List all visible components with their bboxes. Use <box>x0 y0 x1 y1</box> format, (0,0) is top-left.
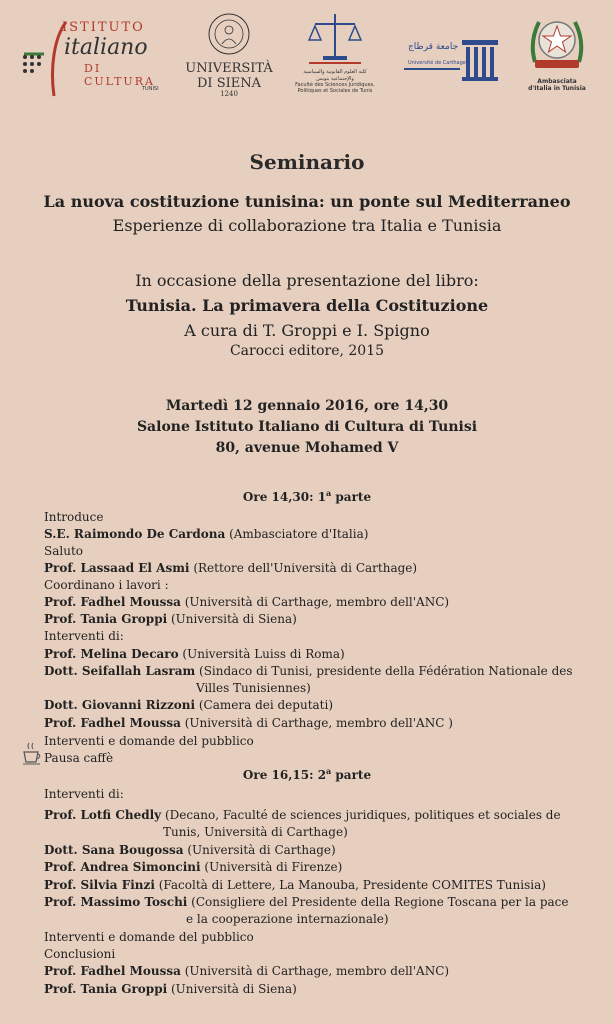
speaker-line: Prof. Fadhel Moussa (Università di Carthage, membro dell'ANC) <box>44 595 450 609</box>
speaker-line: Prof. Melina Decaro (Università Luiss di Roma) <box>44 647 345 661</box>
ambasciata-italia-logo <box>514 12 600 108</box>
carthage-underline <box>404 68 460 70</box>
book-publisher: Carocci editore, 2015 <box>229 343 385 359</box>
speaker-line: S.E. Raimondo De Cardona (Ambasciatore d'Italia) <box>44 527 369 541</box>
label-domande: Interventi e domande del pubblico <box>44 930 254 944</box>
label-introduce: Introduce <box>44 510 104 524</box>
label-coordinano: Coordinano i lavori : <box>44 578 169 592</box>
label-interventi: Interventi di: <box>44 629 124 643</box>
siena-name2: DI SIENA <box>197 76 261 91</box>
seminar-subtitle: Esperienze di collaborazione tra Italia e Tunisia <box>112 216 502 235</box>
italian-emblem-icon <box>527 12 587 74</box>
seminario-heading: Seminario <box>249 150 365 174</box>
speaker-line: Prof. Lotfi Chedly (Decano, Faculté de sciences juridiques, politiques et sociales de <box>44 808 561 822</box>
istituto-italiano-cultura-logo <box>14 18 164 98</box>
label-domande: Interventi e domande del pubblico <box>44 734 254 748</box>
part1-heading: Ore 14,30: 1$^a$ parte <box>242 488 372 504</box>
event-venue: Salone Istituto Italiano di Cultura di Tunisi <box>136 419 478 435</box>
iic-dots-icon <box>22 54 44 74</box>
seminar-title: La nuova costituzione tunisina: un ponte sul Mediterraneo <box>43 192 571 211</box>
carthage-arabic: جامعة قرطاج <box>408 42 459 52</box>
speaker-line: Prof. Andrea Simoncini (Università di Firenze) <box>44 860 343 874</box>
faculte-sciences-juridiques-logo <box>285 12 385 107</box>
fsj-arabic1: كلية العلوم القانونية والسياسية <box>303 69 367 75</box>
fsj-arabic2: والإجتماعية بتونس <box>316 76 354 82</box>
label-interventi: Interventi di: <box>44 787 124 801</box>
siena-seal-icon <box>207 12 251 56</box>
speaker-role-continued: Villes Tunisiennes) <box>196 681 311 695</box>
book-editors: A cura di T. Groppi e I. Spigno <box>184 321 430 340</box>
book-title: Tunisia. La primavera della Costituzione <box>125 296 489 315</box>
iic-line4: TUNISI <box>142 86 159 92</box>
speaker-line: Prof. Tania Groppi (Università di Siena) <box>44 982 297 996</box>
carthage-french: Université de Carthage <box>408 60 466 66</box>
ambasciata-name: Ambasciata d'Italia in Tunisia <box>528 78 586 92</box>
fsj-french2: Politiques et Sociales de Tunis <box>297 88 373 94</box>
iic-line1: ISTITUTO <box>62 20 145 35</box>
speaker-line: Dott. Sana Bougossa (Università di Carthage) <box>44 843 336 857</box>
label-pausa: Pausa caffè <box>44 751 114 765</box>
label-conclusioni: Conclusioni <box>44 947 116 961</box>
siena-name1: UNIVERSITÀ <box>185 61 273 76</box>
siena-year: 1240 <box>220 90 238 98</box>
scales-of-justice-icon <box>305 12 365 64</box>
speaker-line: Prof. Lassaad El Asmi (Rettore dell'Università di Carthage) <box>44 561 418 575</box>
fsj-french1: Faculté des Sciences Juridiques, <box>295 82 375 88</box>
occasion-text: In occasione della presentazione del libro: <box>135 271 479 290</box>
coffee-cup-icon <box>22 741 42 767</box>
columns-icon <box>462 38 498 82</box>
speaker-line: Prof. Fadhel Moussa (Università di Carthage, membro dell'ANC ) <box>44 716 453 730</box>
speaker-role-continued: Tunis, Università di Carthage) <box>163 825 348 839</box>
speaker-line: Dott. Seifallah Lasram (Sindaco di Tunisi, presidente della Fédération Nationale des <box>44 664 573 678</box>
speaker-line: Prof. Fadhel Moussa (Università di Carthage, membro dell'ANC) <box>44 964 450 978</box>
universita-siena-logo <box>183 12 275 107</box>
speaker-line: Prof. Tania Groppi (Università di Siena) <box>44 612 297 626</box>
event-date: Martedì 12 gennaio 2016, ore 14,30 <box>165 398 449 414</box>
logo-bar <box>0 0 614 115</box>
universite-carthage-logo <box>404 38 498 88</box>
speaker-line: Prof. Silvia Finzi (Facoltà di Lettere, La Manouba, Presidente COMITES Tunisia) <box>44 878 546 892</box>
speaker-line: Dott. Giovanni Rizzoni (Camera dei deputati) <box>44 698 334 712</box>
iic-line3: DI CULTURA <box>84 62 155 88</box>
label-saluto: Saluto <box>44 544 83 558</box>
event-address: 80, avenue Mohamed V <box>215 440 399 456</box>
speaker-role-continued: e la cooperazione internazionale) <box>186 912 389 926</box>
iic-line2: italiano <box>64 35 148 60</box>
speaker-line: Prof. Massimo Toschi (Consigliere del Presidente della Regione Toscana per la pace <box>44 895 569 909</box>
part2-heading: Ore 16,15: 2$^a$ parte <box>242 766 372 782</box>
